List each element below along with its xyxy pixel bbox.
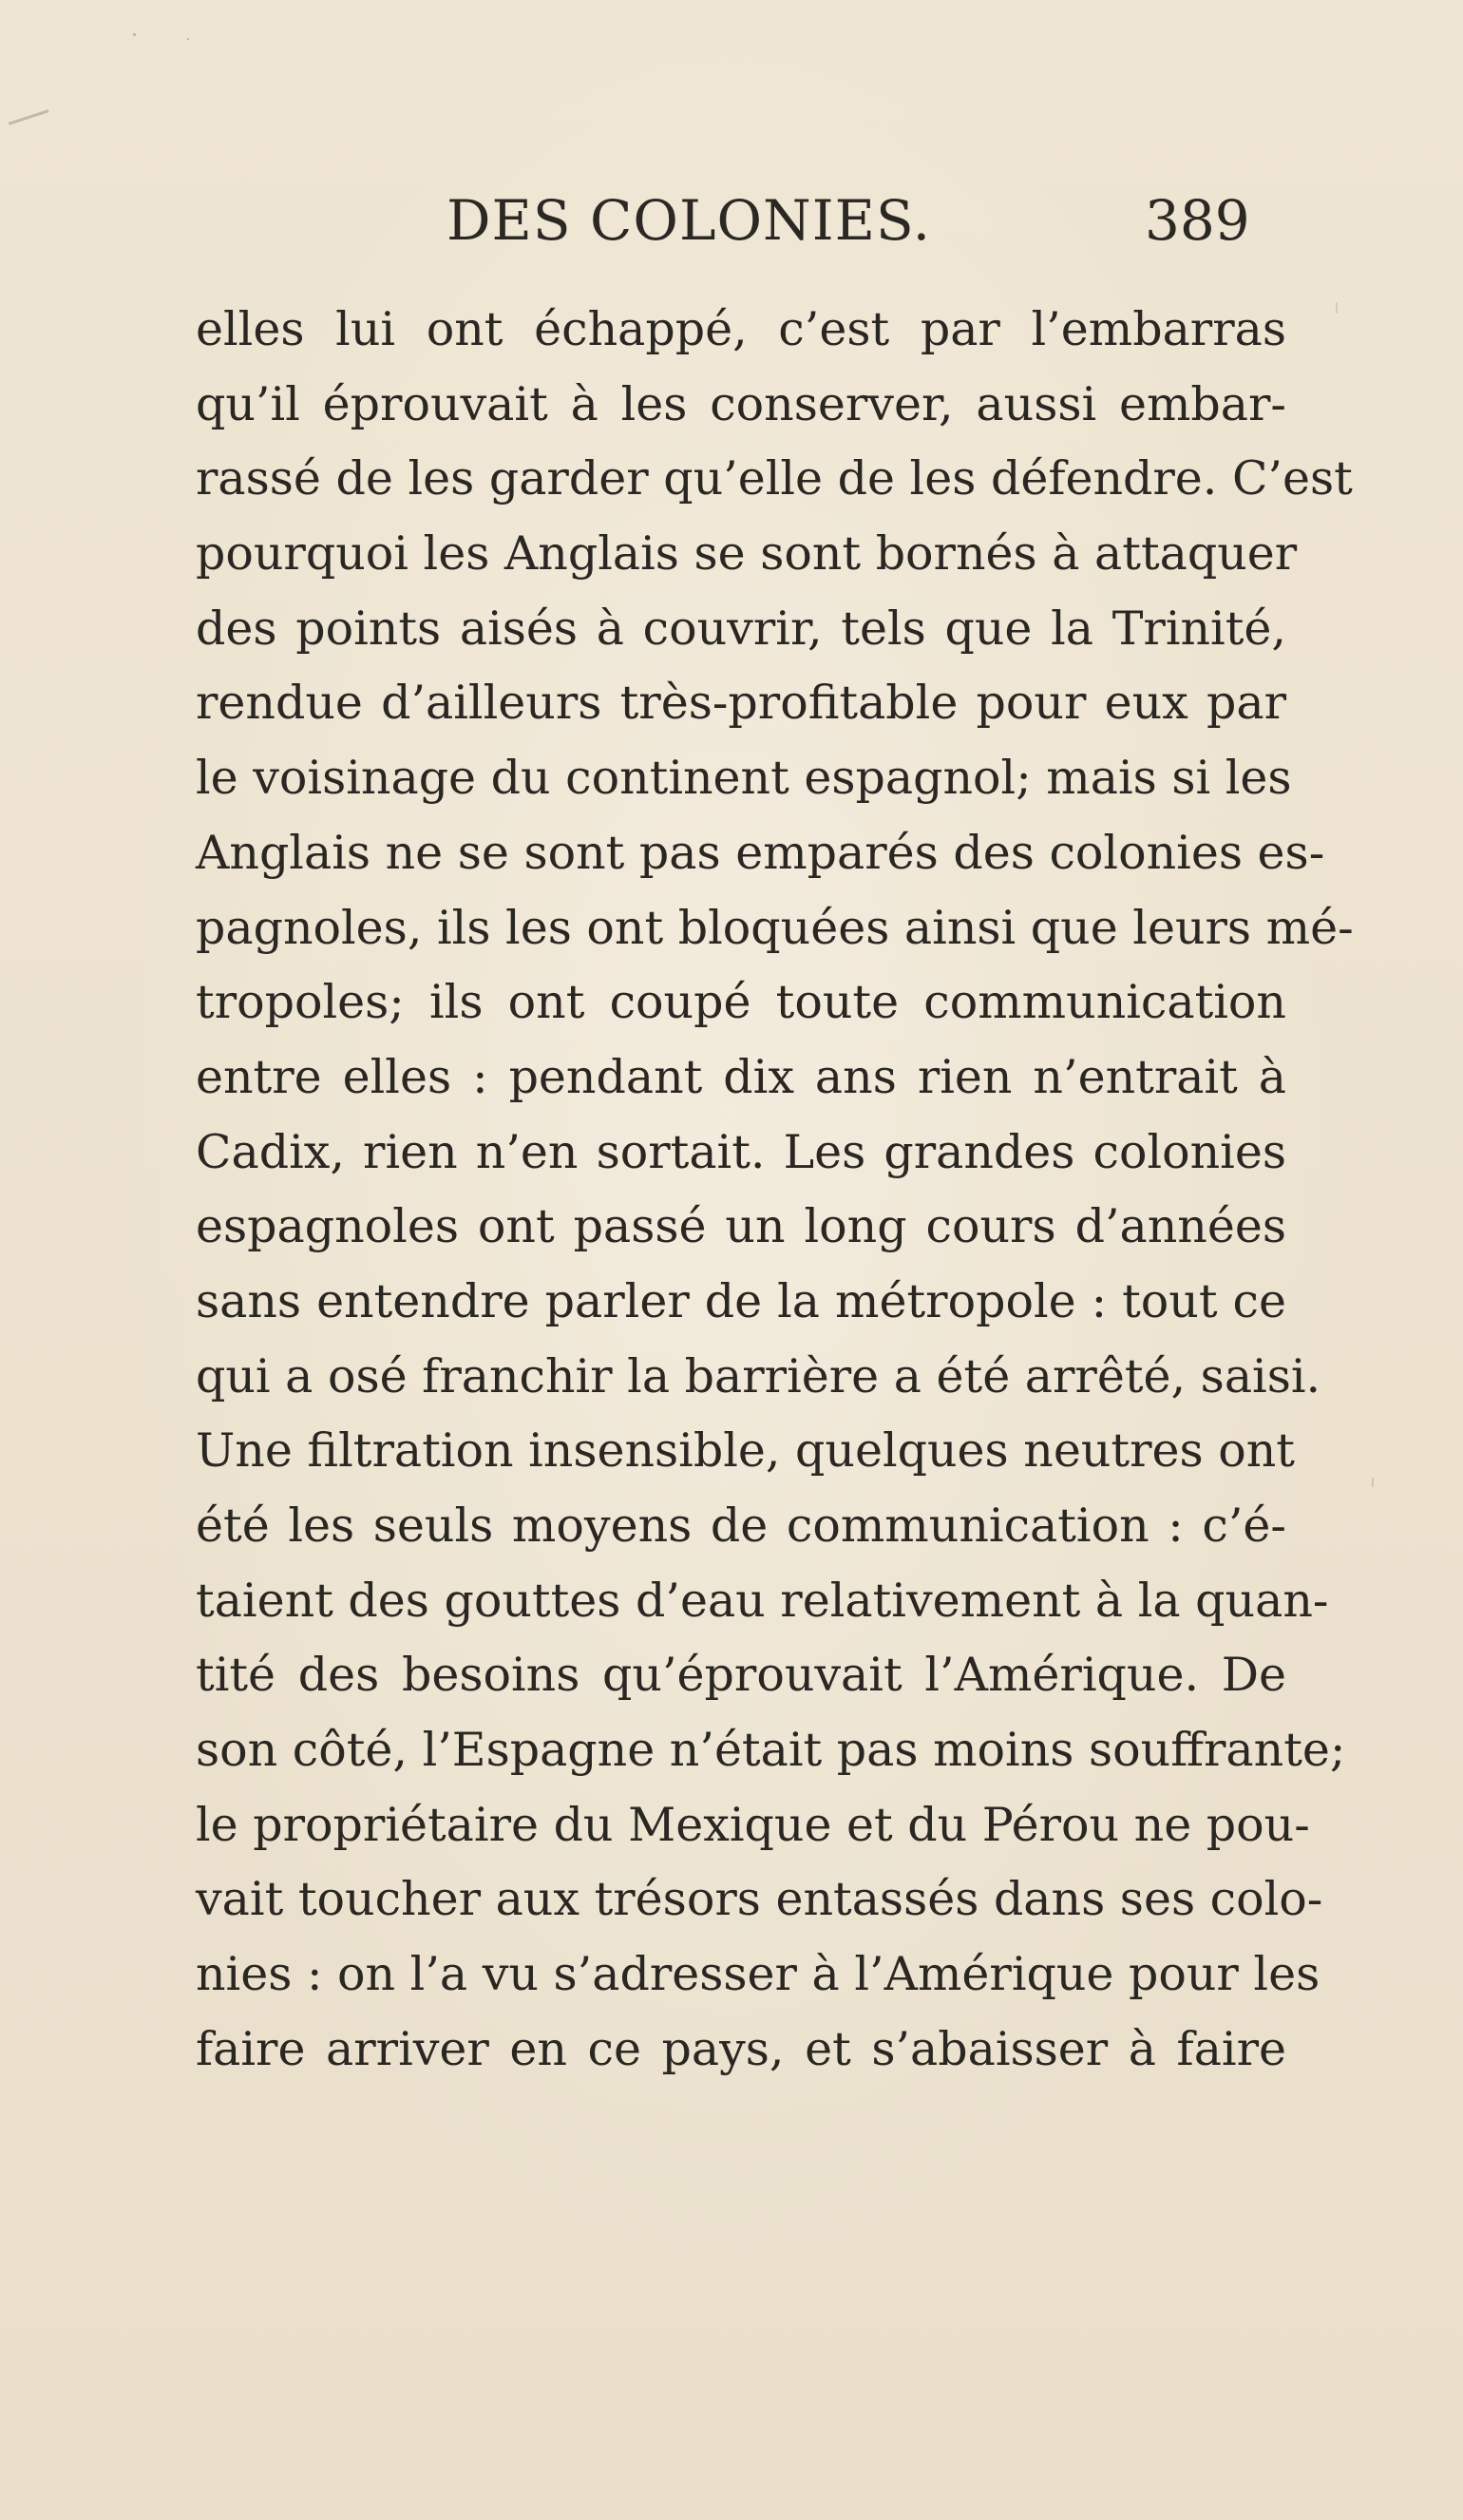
text-line: Une filtration insensible, quelques neutres ont [196, 1423, 1295, 1479]
paper-mark [9, 109, 49, 124]
text-line: elles lui ont échappé, c’est par l’embarras [196, 302, 1286, 356]
text-line: Cadix, rien n’en sortait. Les grandes colonies [196, 1124, 1286, 1179]
text-line: sans entendre parler de la métropole : tout ce [196, 1273, 1286, 1328]
text-line: vait toucher aux trésors entassés dans ses colo- [196, 1872, 1323, 1927]
text-line: faire arriver en ce pays, et s’abaisser à faire [196, 2021, 1286, 2076]
paper-speck [187, 38, 189, 40]
running-title: DES COLONIES. [446, 188, 932, 253]
text-line: des points aisés à couvrir, tels que la Trinité, [196, 601, 1286, 656]
body-text [196, 293, 1354, 2088]
paper-speck [133, 33, 136, 36]
text-line: le propriétaire du Mexique et du Pérou ne pou- [196, 1797, 1310, 1852]
running-head [446, 188, 1320, 274]
text-line: qu’il éprouvait à les conserver, aussi embar- [196, 376, 1286, 431]
text-line: le voisinage du continent espagnol; mais si les [196, 751, 1292, 806]
text-line: tropoles; ils ont coupé toute communication [196, 975, 1286, 1030]
text-line: tité des besoins qu’éprouvait l’Amérique. De [196, 1648, 1286, 1703]
text-line: son côté, l’Espagne n’était pas moins souffrante; [196, 1723, 1346, 1778]
text-line: taient des gouttes d’eau relativement à la quan- [196, 1573, 1329, 1628]
paper-speck [1336, 302, 1338, 314]
text-line: été les seuls moyens de communication : c’é- [196, 1499, 1286, 1553]
text-line: qui a osé franchir la barrière a été arrêté, saisi. [196, 1348, 1321, 1403]
text-line: rassé de les garder qu’elle de les défendre. C’est [196, 451, 1353, 506]
page-number: 389 [1145, 188, 1250, 253]
text-line: Anglais ne se sont pas emparés des colonies es- [196, 825, 1325, 880]
text-line: pourquoi les Anglais se sont bornés à attaquer [196, 526, 1298, 582]
text-line: pagnoles, ils les ont bloquées ainsi que leurs mé- [196, 900, 1354, 955]
text-line: entre elles : pendant dix ans rien n’entrait à [196, 1049, 1286, 1104]
text-line: rendue d’ailleurs très-profitable pour eux par [196, 676, 1286, 731]
paper-speck [1372, 1478, 1374, 1487]
text-line: nies : on l’a vu s’adresser à l’Amérique pour les [196, 1947, 1320, 2002]
text-line: espagnoles ont passé un long cours d’années [196, 1199, 1286, 1254]
